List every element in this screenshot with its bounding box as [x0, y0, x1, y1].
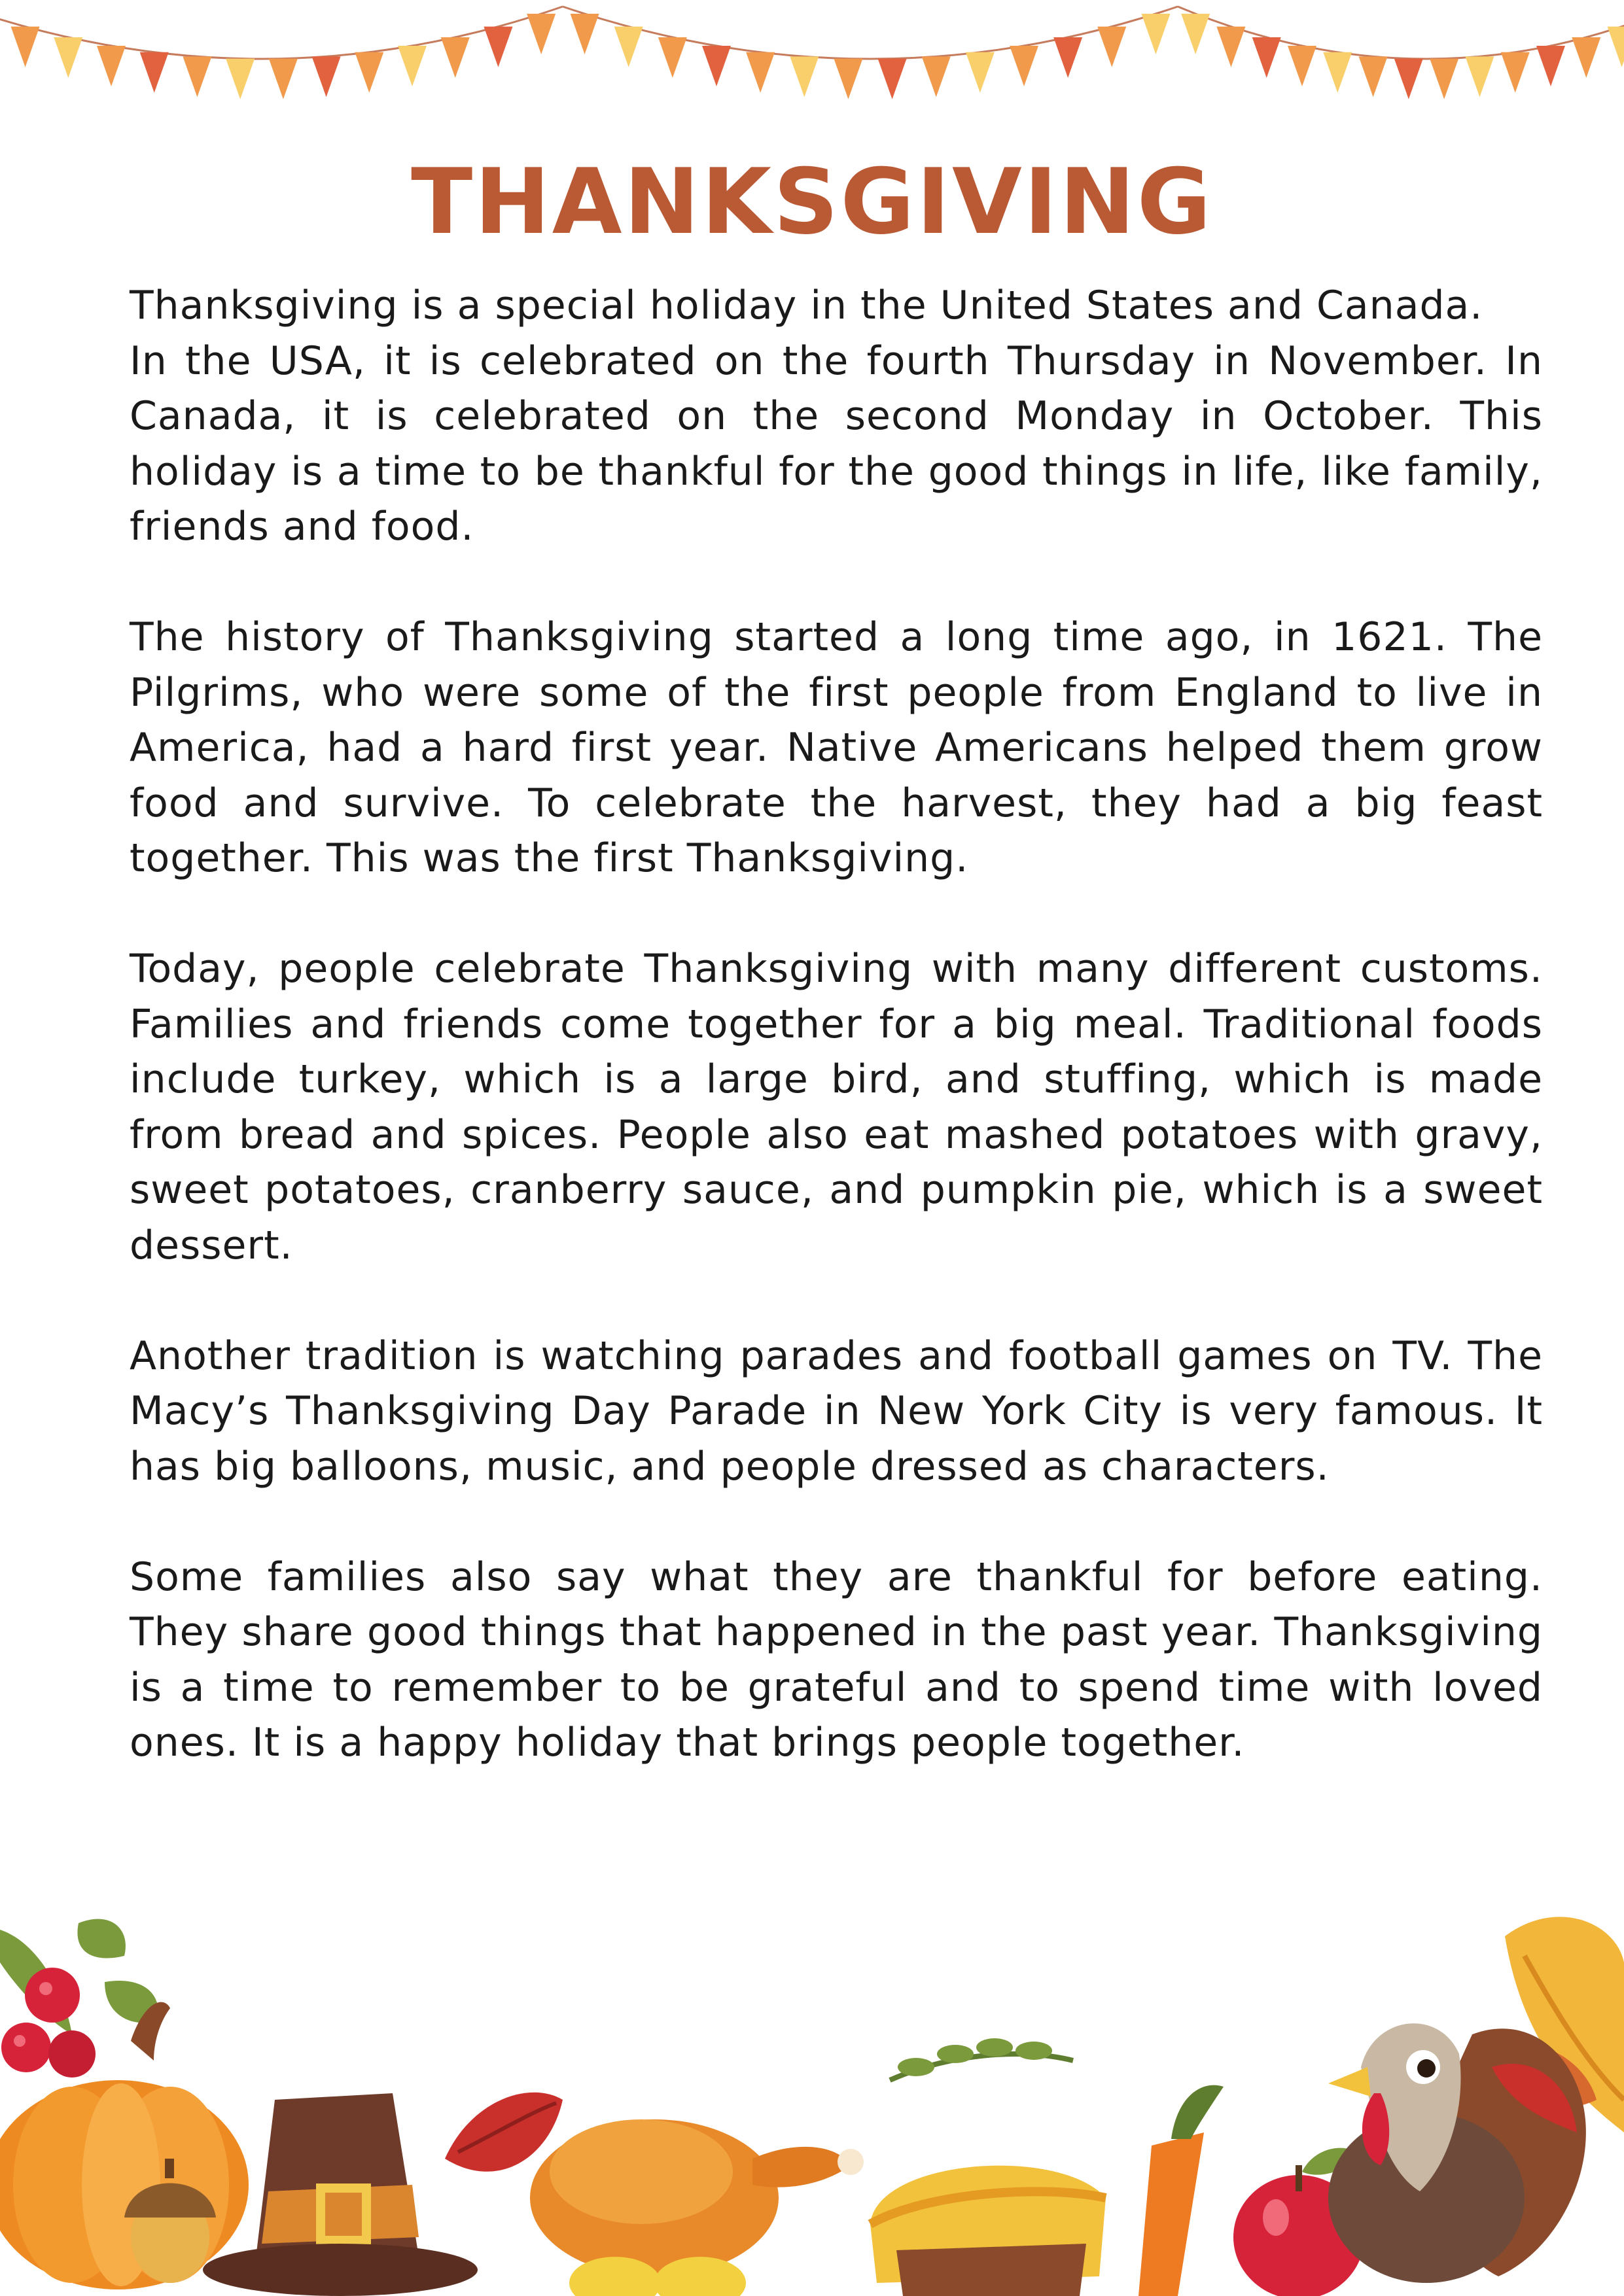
paragraph-line: Thanksgiving is a special holiday in the United States and Canada. [130, 283, 1483, 328]
bunting-flag [312, 56, 341, 97]
bunting-flag [1465, 56, 1494, 97]
paragraph-history: The history of Thanksgiving started a long time ago, in 1621. The Pilgrims, who were some of the first people from England to live in America, had a hard first year. Native Americans helped them grow food and survive. To celebrate the harvest, they had a big feast together. This was the first Thanksgiving. [130, 614, 1543, 881]
bunting-flag [746, 52, 775, 93]
bunting-flag [1252, 37, 1281, 78]
bunting-flag [1141, 14, 1170, 54]
bunting-flag [834, 59, 862, 99]
paragraph-customs: Today, people celebrate Thanksgiving with many different customs. Families and friends come together for a big meal. Traditional foods include turkey, which is a large bird, and stuffing, which is made from bread and spices. People also eat mashed potatoes with gravy, sweet potatoes, cranberry sauce, and pumpkin pie, which is a sweet dessert. [130, 946, 1543, 1268]
bunting-flag [1181, 14, 1210, 54]
harvest-decoration [0, 1884, 1624, 2296]
bunting-flag [790, 56, 819, 97]
carrot-icon [1139, 2085, 1224, 2296]
bunting-flag [1359, 56, 1388, 97]
bunting-flag [11, 27, 40, 67]
bunting-flag [355, 52, 383, 93]
bunting-banner [0, 0, 1624, 131]
bunting-flag [54, 37, 82, 78]
bunting-flag [183, 56, 211, 97]
autumn-leaf-icon [445, 2093, 563, 2172]
bunting-flag [484, 27, 512, 67]
bunting-flag [1430, 59, 1458, 99]
bunting-flag [658, 37, 687, 78]
bunting-flag [1608, 27, 1624, 67]
bunting-flag [614, 27, 643, 67]
bunting-flag [1536, 46, 1565, 86]
article-body [130, 278, 1543, 1771]
bunting-flag [1394, 59, 1423, 99]
bunting-flag [97, 46, 126, 86]
bunting-flag [441, 37, 470, 78]
bunting-flag [922, 56, 951, 97]
bunting-flag [1010, 46, 1038, 86]
bunting-flag [398, 46, 427, 86]
bunting-flag [1288, 46, 1316, 86]
paragraph-intro [130, 278, 1543, 555]
bunting-flag [1097, 27, 1126, 67]
bunting-string [0, 7, 563, 59]
herb-sprig-icon [890, 2038, 1073, 2080]
bunting-flag [1216, 27, 1245, 67]
bunting-flag [226, 59, 255, 99]
bunting-string [563, 7, 1178, 59]
roast-turkey-icon [530, 2119, 864, 2296]
bunting-flag [878, 59, 907, 99]
page-title: THANKSGIVING [411, 149, 1213, 254]
bunting-flag [140, 52, 169, 93]
bunting-flag [1572, 37, 1600, 78]
paragraph-parade: Another tradition is watching parades and football games on TV. The Macy’s Thanksgiving Day Parade in New York City is very famous. It has big balloons, music, and people dressed as characters. [130, 1332, 1543, 1489]
paragraph-line: In the USA, it is celebrated on the fourth Thursday in November. In Canada, it is celebrated on the second Monday in October. This holiday is a time to be thankful for the good things in life, like family, friends and food. [130, 338, 1543, 549]
bunting-flag [1053, 37, 1082, 78]
bunting-flag [1501, 52, 1530, 93]
bunting-flag [527, 14, 556, 54]
bunting-flag [571, 14, 599, 54]
turkey-bird-icon [1328, 2023, 1586, 2283]
bunting-flag [1323, 52, 1352, 93]
paragraph-gratitude: Some families also say what they are thankful for before eating. They share good things that happened in the past year. Thanksgiving is a time to remember to be grateful and to spend time with loved ones. It is a happy holiday that brings people together. [130, 1554, 1543, 1765]
rosehip-berries-icon [0, 1919, 158, 2078]
bunting-flag [702, 46, 731, 86]
bunting-flag [966, 52, 995, 93]
bunting-flag [269, 59, 298, 99]
pie-icon [870, 2166, 1106, 2296]
